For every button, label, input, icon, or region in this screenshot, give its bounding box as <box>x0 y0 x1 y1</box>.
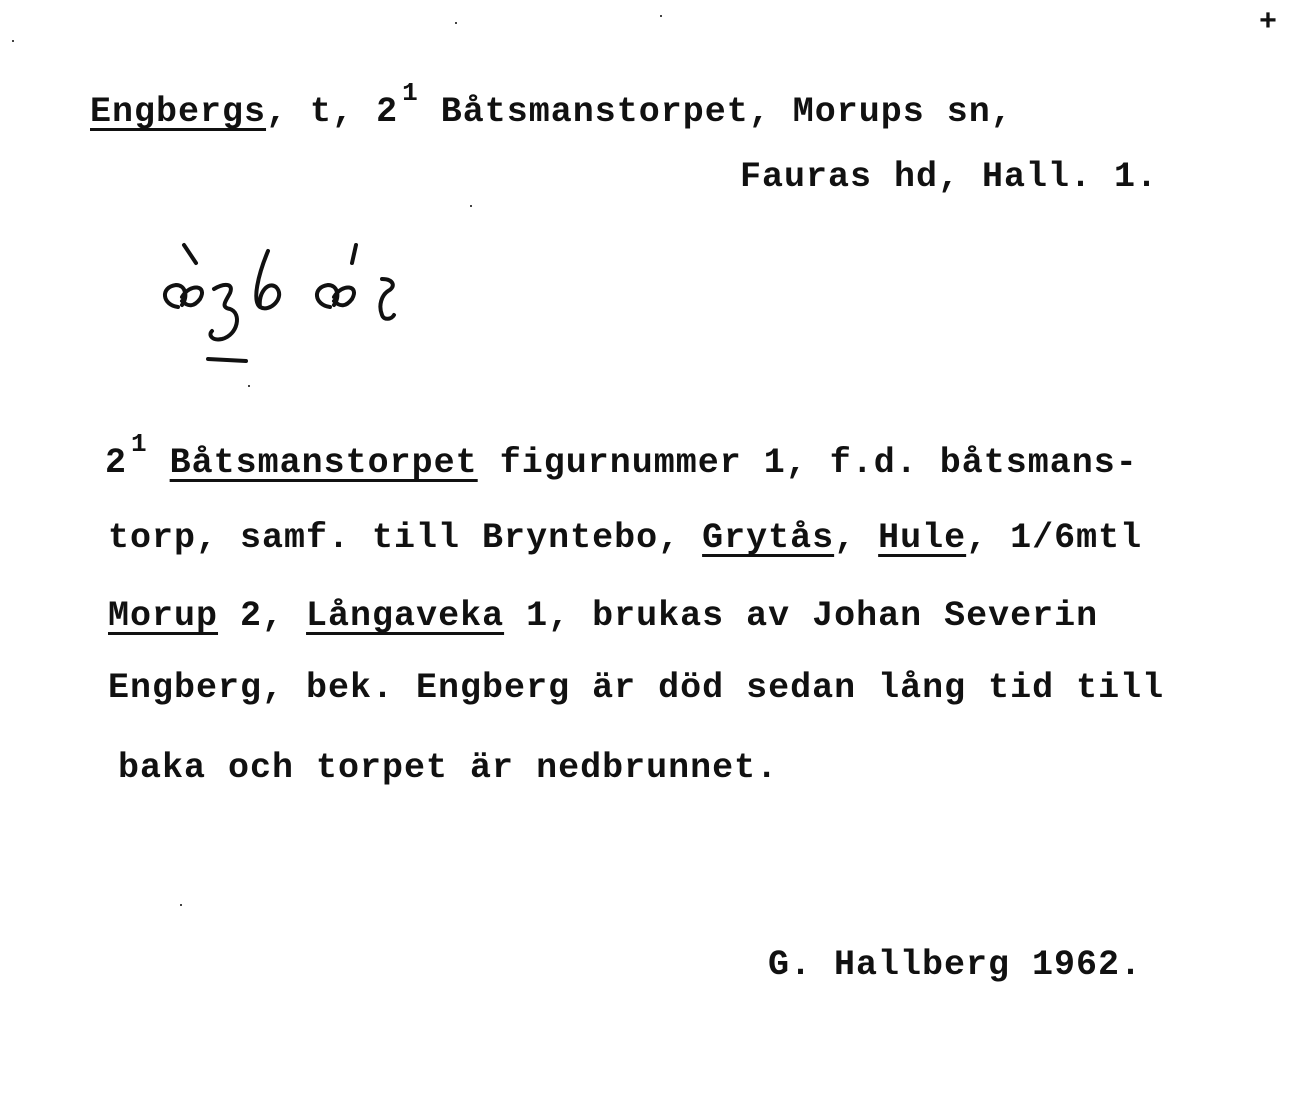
header-line-1 <box>90 78 1013 132</box>
body-l3-seg3: 1, brukas av Johan Severin <box>504 596 1099 636</box>
header-sep: , t, <box>266 92 377 132</box>
body-l3-seg1: 2, <box>218 596 307 636</box>
body-l2-seg1: Grytås <box>702 518 835 558</box>
body-line-5: baka och torpet är nedbrunnet. <box>118 748 779 788</box>
header-name: Engbergs <box>90 92 267 132</box>
header-ref-number: 2 <box>376 92 399 132</box>
header-line-2: Fauras hd, Hall. 1. <box>740 157 1159 197</box>
body-l2-seg0: torp, samf. till Bryntebo, <box>108 518 703 558</box>
body-l1-seg0: Båtsmanstorpet <box>169 443 478 483</box>
paper-speck <box>248 385 250 387</box>
paper-speck <box>12 40 14 42</box>
body-l1-seg1: figurnummer 1, f.d. båtsmans- <box>477 443 1138 483</box>
body-l2-seg4: , 1/6mtl <box>966 518 1143 558</box>
paper-speck <box>180 904 182 906</box>
body-ref-number: 2 <box>105 443 128 483</box>
body-line-4: Engberg, bek. Engberg är död sedan lång tid till <box>108 668 1165 708</box>
body-line-2 <box>108 518 1142 558</box>
phonetic-transcription <box>150 235 450 375</box>
header-place: Båtsmanstorpet, Morups sn, <box>418 92 1013 132</box>
corner-mark: + <box>1258 6 1277 40</box>
body-l3-seg2: Långaveka <box>306 596 505 636</box>
body-line-1 <box>105 429 1138 483</box>
body-ref-sup: 1 <box>131 429 148 460</box>
body-l2-seg2: , <box>834 518 879 558</box>
phonetic-text: æŋbæɭ <box>150 235 154 236</box>
body-l2-seg3: Hule <box>878 518 967 558</box>
paper-speck <box>470 205 472 207</box>
body-line-3 <box>108 596 1098 636</box>
paper-speck <box>455 22 457 24</box>
signature: G. Hallberg 1962. <box>768 945 1143 985</box>
paper-speck <box>660 15 662 17</box>
header-ref-sup: 1 <box>402 78 419 109</box>
body-l3-seg0: Morup <box>108 596 219 636</box>
